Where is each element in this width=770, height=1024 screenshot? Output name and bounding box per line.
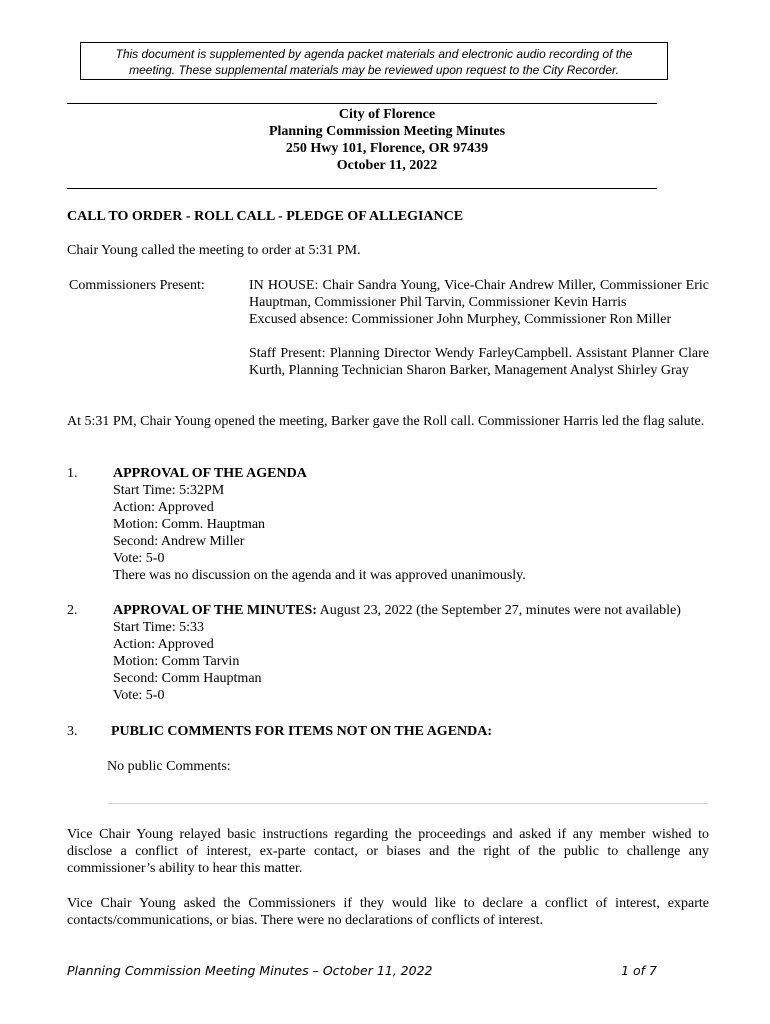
notice-line-2: meeting. These supplemental materials may be reviewed upon request to the City Recorder. bbox=[129, 63, 619, 77]
item-2-title-suffix: August 23, 2022 (the September 27, minutes were not available) bbox=[316, 603, 681, 618]
item-2-detail: Action: Approved bbox=[113, 637, 214, 652]
item-3-note: No public Comments: bbox=[107, 759, 231, 774]
commissioners-excused: Excused absence: Commissioner John Murphey, Commissioner Ron Miller bbox=[249, 312, 672, 327]
item-1-detail: Action: Approved bbox=[113, 500, 214, 515]
item-2-detail: Second: Comm Hauptman bbox=[113, 671, 262, 686]
item-3-number: 3. bbox=[67, 724, 78, 739]
item-2-title-line bbox=[113, 602, 681, 619]
item-2-detail: Motion: Comm Tarvin bbox=[113, 654, 240, 669]
instructions-paragraph: Vice Chair Young relayed basic instructions regarding the proceedings and asked if any member wished to disclose a conflict of interest, ex-parte contact, or biases and the right of the public to challenge any commissioner’s ability to hear this matter. bbox=[67, 827, 709, 876]
footer-title: Planning Commission Meeting Minutes – October 11, 2022 bbox=[67, 963, 433, 978]
supplement-notice bbox=[80, 42, 668, 80]
item-3-title: PUBLIC COMMENTS FOR ITEMS NOT ON THE AGENDA: bbox=[111, 724, 493, 739]
item-2-title: APPROVAL OF THE MINUTES: bbox=[113, 603, 317, 618]
call-to-order-text: Chair Young called the meeting to order at 5:31 PM. bbox=[67, 243, 361, 258]
header-bottom-rule bbox=[67, 188, 657, 189]
item-1-detail: Start Time: 5:32PM bbox=[113, 483, 225, 498]
city-name: City of Florence bbox=[338, 107, 436, 122]
item-2-number: 2. bbox=[67, 603, 78, 618]
item-1-detail: Vote: 5-0 bbox=[113, 551, 165, 566]
item-1-detail: Motion: Comm. Hauptman bbox=[113, 517, 266, 532]
staff-present: Staff Present: Planning Director Wendy FarleyCampbell. Assistant Planner Clare Kurth, Planning Technician Sharon Barker, Management Analyst Shirley Gray bbox=[249, 346, 709, 378]
item-1-detail: There was no discussion on the agenda and it was approved unanimously. bbox=[113, 568, 526, 583]
item-1-number: 1. bbox=[67, 466, 78, 481]
item-2-detail: Start Time: 5:33 bbox=[113, 620, 205, 635]
roll-call-paragraph: At 5:31 PM, Chair Young opened the meeting, Barker gave the Roll call. Commissioner Harris led the flag salute. bbox=[67, 414, 705, 429]
item-1-detail: Second: Andrew Miller bbox=[113, 534, 245, 549]
declarations-paragraph: Vice Chair Young asked the Commissioners if they would like to declare a conflict of interest, exparte contacts/communications, or bias. There were no declarations of conflicts of interest. bbox=[67, 896, 709, 928]
notice-line-1: This document is supplemented by agenda packet materials and electronic audio recording of the bbox=[115, 47, 633, 61]
document-title: Planning Commission Meeting Minutes bbox=[268, 124, 506, 139]
item-2-detail: Vote: 5-0 bbox=[113, 688, 165, 703]
item-1-title: APPROVAL OF THE AGENDA bbox=[113, 466, 307, 481]
page-footer bbox=[67, 962, 657, 979]
meeting-date: October 11, 2022 bbox=[336, 158, 438, 173]
commissioners-in-house: IN HOUSE: Chair Sandra Young, Vice-Chair Andrew Miller, Commissioner Eric Hauptman, Commissioner Phil Tarvin, Commissioner Kevin Harris bbox=[249, 278, 709, 310]
commissioners-present-label: Commissioners Present: bbox=[69, 278, 205, 293]
header-top-rule bbox=[67, 103, 657, 104]
page-number: 1 of 7 bbox=[621, 963, 657, 978]
section-divider bbox=[108, 803, 708, 804]
address: 250 Hwy 101, Florence, OR 97439 bbox=[285, 141, 489, 156]
call-to-order-heading: CALL TO ORDER - ROLL CALL - PLEDGE OF ALLEGIANCE bbox=[67, 209, 464, 224]
